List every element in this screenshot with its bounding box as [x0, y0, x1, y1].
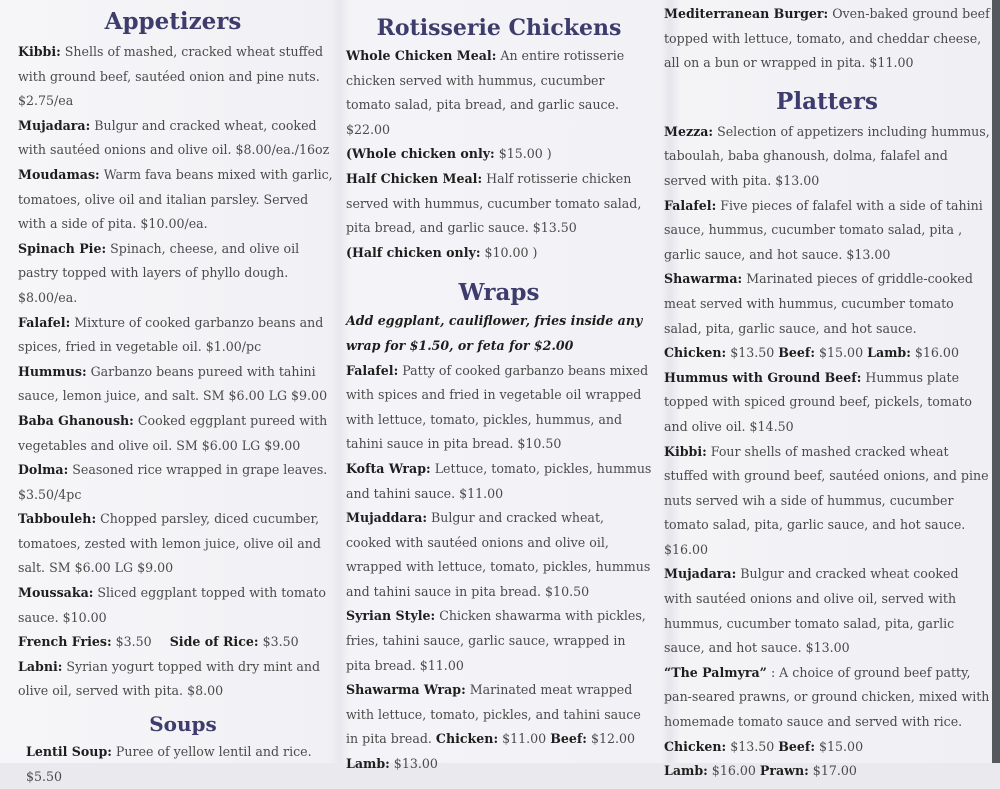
- appetizers-heading: Appetizers: [104, 8, 242, 35]
- menu-item: Hummus with Ground Beef: Hummus plate topped with spiced ground beef, pickels, tomato and olive oil. $14.50: [664, 369, 972, 434]
- menu-item: Lentil Soup: Puree of yellow lentil and rice. $5.50: [26, 744, 312, 784]
- menu-item: Falafel: Five pieces of falafel with a side of tahini sauce, hummus, cucumber tomato salad, pita , garlic sauce, and hot sauce. $13.00: [664, 197, 983, 262]
- column-middle: [346, 0, 652, 777]
- menu-item: Kibbi: Shells of mashed, cracked wheat stuffed with ground beef, sautéed onion and pine nuts. $2.75/ea: [18, 44, 324, 109]
- menu-item: Mezza: Selection of appetizers including hummus, taboulah, baba ghanoush, dolma, falafel and served with pita. $13.00: [664, 123, 990, 188]
- menu-item: “The Palmyra” : A choice of ground beef patty, pan-seared prawns, or ground chicken, mixed with homemade tomato sauce and served with rice. Chicken: $13.50 Beef: $15.00 Lamb: $16.00 Prawn: $17.00: [664, 664, 990, 779]
- menu-item: French Fries: $3.50 Side of Rice: $3.50: [18, 634, 299, 650]
- menu-item: Mediterranean Burger: Oven-baked ground beef topped with lettuce, tomato, and cheddar cheese, all on a bun or wrapped in pita. $11.00: [664, 6, 990, 71]
- column-right: [664, 0, 990, 784]
- wraps-heading: Wraps: [458, 279, 540, 307]
- menu-item: Spinach Pie: Spinach, cheese, and olive oil pastry topped with layers of phyllo dough. $8.00/ea.: [18, 240, 300, 305]
- menu-item: Kofta Wrap: Lettuce, tomato, pickles, hummus and tahini sauce. $11.00: [346, 460, 652, 501]
- menu-item: Whole Chicken Meal: An entire rotisserie chicken served with hummus, cucumber tomato salad, pita bread, and garlic sauce. $22.00: [346, 48, 625, 137]
- platters-heading: Platters: [776, 87, 878, 115]
- menu-item: Labni: Syrian yogurt topped with dry mint and olive oil, served with pita. $8.00: [18, 658, 321, 699]
- menu-item: Mujadara: Bulgur and cracked wheat, cooked with sautéed onions and olive oil. $8.00/ea./16oz: [18, 117, 330, 158]
- soups-heading: Soups: [149, 712, 217, 737]
- menu-item: Falafel: Patty of cooked garbanzo beans mixed with spices and fried in vegetable oil wrapped with lettuce, tomato, pickles, hummus, and tahini sauce in pita bread. $10.50: [346, 362, 649, 452]
- menu-item: Hummus: Garbanzo beans pureed with tahini sauce, lemon juice, and salt. SM $6.00 LG $9.00: [18, 363, 328, 404]
- menu-item: Moudamas: Warm fava beans mixed with garlic, tomatoes, olive oil and italian parsley. Served with a side of pita. $10.00/ea.: [18, 166, 333, 232]
- menu-item: Tabbouleh: Chopped parsley, diced cucumber, tomatoes, zested with lemon juice, olive oil and salt. SM $6.00 LG $9.00: [18, 511, 321, 576]
- wraps-note: Add eggplant, cauliflower, fries inside any wrap for $1.50, or feta for $2.00: [346, 313, 643, 353]
- rotisserie-heading: Rotisserie Chickens: [376, 15, 622, 41]
- menu-item: Mujadara: Bulgur and cracked wheat cooked with sautéed onions and olive oil, served with hummus, cucumber tomato salad, pita, garlic sauce, and hot sauce. $13.00: [664, 566, 959, 656]
- page-edge: [992, 0, 1000, 763]
- menu-item: Baba Ghanoush: Cooked eggplant pureed with vegetables and olive oil. SM $6.00 LG $9.00: [18, 412, 328, 453]
- menu-item: Half Chicken Meal: Half rotisserie chicken served with hummus, cucumber tomato salad, pita bread, and garlic sauce. $13.50: [346, 170, 642, 236]
- menu-item: (Half chicken only: $10.00 ): [346, 244, 538, 260]
- menu-item: Shawarma Wrap: Marinated meat wrapped with lettuce, tomato, pickles, and tahini sauce in pita bread. Chicken: $11.00 Beef: $12.00 Lamb: $13.00: [346, 682, 641, 772]
- menu-item: Shawarma: Marinated pieces of griddle-cooked meat served with hummus, cucumber tomato salad, pita, garlic sauce, and hot sauce. Chicken: $13.50 Beef: $15.00 Lamb: $16.00: [664, 271, 973, 361]
- menu-item: Dolma: Seasoned rice wrapped in grape leaves. $3.50/4pc: [18, 462, 328, 502]
- menu-item: Kibbi: Four shells of mashed cracked wheat stuffed with ground beef, sautéed onions, and pine nuts served wih a side of hummus, cucumber tomato salad, pita, garlic sauce, and hot sauce. $16.00: [664, 443, 989, 557]
- menu-item: (Whole chicken only: $15.00 ): [346, 146, 552, 162]
- menu-item: Falafel: Mixture of cooked garbanzo beans and spices, fried in vegetable oil. $1.00/pc: [18, 314, 324, 355]
- column-left: [18, 0, 336, 789]
- menu-item: Mujaddara: Bulgur and cracked wheat, cooked with sautéed onions and olive oil, wrapped with lettuce, tomato, pickles, hummus and tahini sauce in pita bread. $10.50: [346, 510, 651, 599]
- menu-item: Syrian Style: Chicken shawarma with pickles, fries, tahini sauce, garlic sauce, wrapped in pita bread. $11.00: [346, 608, 646, 673]
- menu-item: Moussaka: Sliced eggplant topped with tomato sauce. $10.00: [18, 585, 326, 625]
